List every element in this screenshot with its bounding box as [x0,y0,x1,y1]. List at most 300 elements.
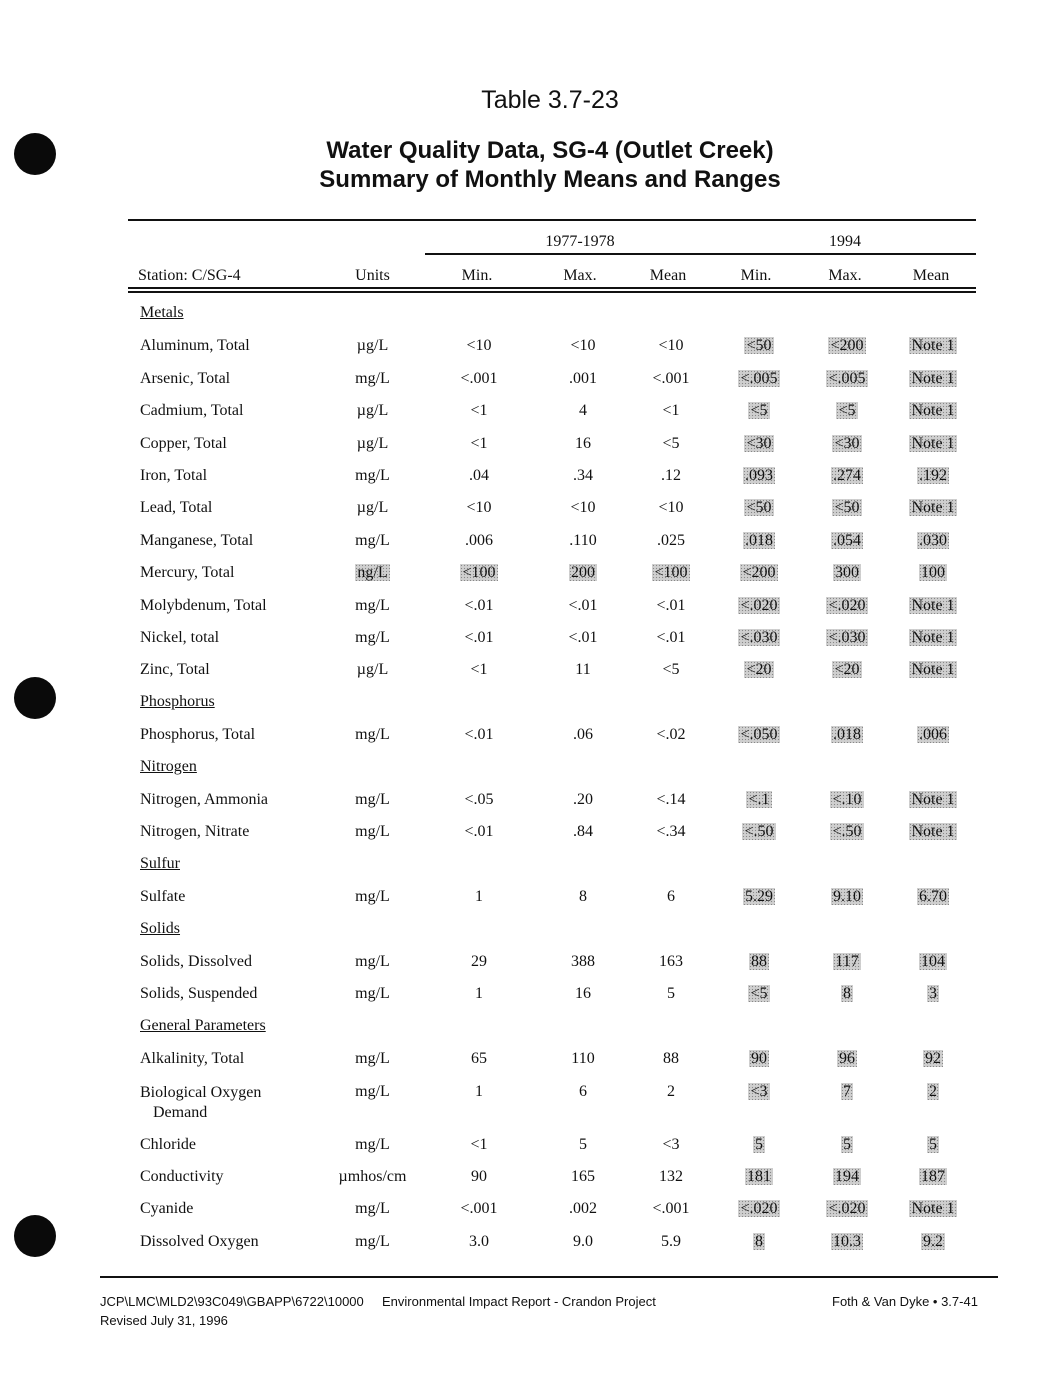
parameter-label: Lead, Total [140,499,213,517]
max-1977-cell [533,629,633,647]
max-1977-cell [533,1168,633,1186]
mean-1994-value: Note 1 [911,823,955,841]
max-1977-cell [533,499,633,517]
mean-1994-cell [883,823,983,841]
max-1977-cell [533,661,633,679]
mean-1977-value: .025 [657,531,685,549]
mean-1994-value: 187 [921,1168,945,1185]
min-1994-value: <5 [750,985,768,1003]
header-double-rule-1 [128,287,976,289]
parameter-name [140,985,257,1003]
min-1977-cell [429,888,529,906]
mean-1977-value: .12 [661,467,681,484]
footer-path: JCP\LMC\MLD2\93C049\GBAPP\6722\10000 [100,1294,364,1309]
mean-1994-cell [883,1083,983,1101]
units-value: ng/L [357,564,388,582]
mean-1994-value: 6.70 [919,888,947,906]
max-1994-cell [797,823,897,841]
units-cell [330,597,415,615]
min-1994-cell [709,726,809,744]
mean-1977-cell [621,532,721,550]
min-1994-cell [709,1136,809,1154]
min-1994-cell [709,1168,809,1186]
mean-1994-cell [883,1233,983,1251]
mean-1977-value: <5 [662,434,680,452]
min-1977-cell [429,726,529,744]
parameter-name [140,467,207,485]
units-value: mg/L [355,369,390,387]
units-value: mg/L [355,596,390,614]
min-1994-cell [709,985,809,1003]
mean-1994-value: 3 [929,985,937,1003]
units-value: mg/L [355,1050,390,1068]
parameter-name [140,499,212,517]
min-1994-cell [709,370,809,388]
max-1994-cell [797,564,897,582]
max-1994-value: 96 [839,1050,855,1068]
min-1994-value: <.020 [740,596,778,614]
max-1977-cell [533,1136,633,1154]
parameter-label: Biological Oxygen [140,1083,262,1101]
mean-1994-cell [883,791,983,809]
table-row [0,985,1058,1009]
mean-1977-value: 163 [659,953,683,970]
min-1994-cell [709,402,809,420]
parameter-name [140,532,253,550]
parameter-label: Solids, Dissolved [140,953,253,970]
max-1977-value: .20 [573,791,593,808]
units-value: mg/L [355,791,390,808]
max-1994-value: 10.3 [833,1232,861,1250]
table-row [0,597,1058,621]
min-1994-cell [709,597,809,615]
mean-1977-cell [621,888,721,906]
mean-1977-cell [621,370,721,388]
min-1977-cell [429,1200,529,1218]
min-1994-cell [709,953,809,971]
min-1977-value: <.01 [464,596,494,614]
mean-1994-value: 9.2 [923,1232,943,1250]
parameter-label-continued: Demand [153,1103,208,1121]
mean-1977-value: <.01 [656,629,686,646]
min-1994-value: <.50 [744,823,774,841]
min-1977-cell [429,629,529,647]
mean-1994-cell [883,888,983,906]
mean-1977-cell [621,1233,721,1251]
mean-1994-cell [883,953,983,971]
mean-1994-cell [883,337,983,355]
min-1994-cell [709,1200,809,1218]
mean-1994-cell [883,629,983,647]
max-1994-cell [797,370,897,388]
min-1977-value: <.05 [464,791,494,808]
parameter-name [140,791,268,809]
section-header: Metals [140,304,184,321]
table-row [0,1200,1058,1224]
units-cell [330,370,415,388]
table-row [0,1168,1058,1192]
parameter-name [140,1233,259,1251]
mean-1977-header: Mean [649,267,687,284]
footer-report: Environmental Impact Report - Crandon Project [382,1294,656,1309]
min-1994-cell [709,1233,809,1251]
max-1977-value: 110 [571,1050,595,1068]
min-1977-value: <.001 [460,369,498,387]
mean-1994-cell [883,435,983,453]
mean-1977-cell [621,402,721,420]
parameter-label: Solids, Suspended [140,985,258,1003]
max-1977-value: 16 [575,434,591,452]
mean-1977-cell [621,1050,721,1068]
mean-1994-value: Note 1 [911,499,955,517]
mean-1977-cell [621,499,721,517]
max-1977-cell [533,532,633,550]
max-1977-value: 200 [571,564,595,582]
table-row [0,823,1058,847]
table-row [0,791,1058,815]
units-cell [330,435,415,453]
table-row [0,726,1058,750]
max-1977-cell [533,1200,633,1218]
max-1994-cell [797,337,897,355]
units-cell [330,499,415,517]
table-row [0,1233,1058,1257]
min-1977-value: 1 [475,1082,483,1100]
period-1994-header: 1994 [829,233,861,250]
min-1977-cell [429,1050,529,1068]
min-1994-value: <200 [742,564,776,582]
units-value: mg/L [355,823,390,841]
min-1977-value: <10 [466,499,492,517]
mean-1977-cell [621,467,721,485]
parameter-name [140,1083,261,1123]
table-row [0,499,1058,523]
min-1977-value: <.01 [464,726,494,744]
period-1977-1978-header: 1977-1978 [545,233,615,250]
table-title: Water Quality Data, SG-4 (Outlet Creek) [326,137,774,164]
parameter-name [140,597,267,615]
max-1994-value: <.005 [828,369,866,387]
min-1994-cell [709,467,809,485]
min-1994-value: .018 [745,531,773,549]
units-cell [330,564,415,582]
min-1994-value: 90 [751,1050,767,1068]
max-1994-value: 7 [843,1082,851,1100]
min-1994-header: Min. [740,267,772,284]
units-value: mg/L [355,629,390,646]
min-1977-cell [429,1168,529,1186]
parameter-label: Arsenic, Total [140,369,231,387]
mean-1994-value: Note 1 [911,434,955,452]
min-1977-value: <1 [470,434,488,452]
min-1977-header: Min. [461,267,493,284]
min-1994-cell [709,791,809,809]
units-cell [330,661,415,679]
max-1994-cell [797,1168,897,1186]
min-1994-value: 88 [751,953,767,970]
max-1977-cell [533,1233,633,1251]
mean-1977-value: <10 [658,337,684,355]
section-header: Solids [140,919,181,937]
table-row [0,532,1058,556]
section-header: Nitrogen [140,757,197,775]
mean-1977-cell [621,985,721,1003]
parameter-name [140,823,249,841]
max-1977-cell [533,402,633,420]
mean-1977-value: 5.9 [661,1232,681,1250]
min-1994-value: <20 [746,661,772,679]
max-1994-cell [797,499,897,517]
mean-1994-cell [883,1200,983,1218]
parameter-label: Cyanide [140,1200,194,1218]
parameter-name [140,1050,244,1068]
mean-1977-value: <10 [658,499,684,517]
min-1977-cell [429,370,529,388]
max-1994-value: <.030 [828,629,866,646]
units-cell [330,1233,415,1251]
mean-1994-value: Note 1 [911,596,955,614]
parameter-name [140,370,230,388]
max-1977-value: 5 [579,1135,587,1153]
parameter-name [140,435,227,453]
units-cell [330,985,415,1003]
units-value: mg/L [355,1135,390,1153]
units-cell [330,888,415,906]
min-1994-value: .093 [745,467,773,484]
min-1977-value: <1 [470,402,488,420]
min-1977-value: 90 [471,1168,487,1185]
min-1977-cell [429,467,529,485]
mean-1977-value: <.02 [656,726,686,744]
max-1977-cell [533,467,633,485]
parameter-label: Nitrogen, Nitrate [140,823,250,841]
min-1977-value: 29 [471,953,487,970]
parameter-label: Conductivity [140,1168,224,1185]
mean-1977-cell [621,597,721,615]
max-1994-cell [797,661,897,679]
parameter-name [140,726,255,744]
max-1994-cell [797,402,897,420]
min-1977-cell [429,1233,529,1251]
units-value: µg/L [356,402,389,420]
max-1977-value: 11 [575,661,591,679]
table-row [0,370,1058,394]
section-header: Sulfur [140,854,180,872]
mean-1994-cell [883,985,983,1003]
max-1977-header: Max. [563,267,597,284]
max-1994-value: .018 [833,726,861,744]
mean-1994-cell [883,499,983,517]
table-row [0,1082,1058,1121]
parameter-name [140,953,252,971]
max-1977-cell [533,597,633,615]
max-1994-value: <.020 [828,1200,866,1218]
mean-1977-value: 2 [667,1082,675,1100]
parameter-label: Mercury, Total [140,564,235,582]
max-1977-value: 8 [579,888,587,906]
mean-1977-value: <.01 [656,596,686,614]
mean-1994-header: Mean [912,267,950,284]
mean-1994-cell [883,1136,983,1154]
mean-1994-value: Note 1 [911,402,955,420]
max-1994-cell [797,953,897,971]
table-row [0,435,1058,459]
section-header: Phosphorus [140,692,215,710]
parameter-name [140,1200,193,1218]
max-1994-cell [797,888,897,906]
mean-1994-value: 92 [925,1050,941,1068]
mean-1977-value: 88 [663,1050,679,1068]
mean-1994-value: .030 [919,531,947,549]
parameter-label: Iron, Total [140,467,208,484]
mean-1994-cell [883,370,983,388]
max-1994-cell [797,1050,897,1068]
min-1977-cell [429,597,529,615]
min-1994-value: <3 [750,1082,768,1100]
units-value: µg/L [356,499,389,517]
footer-revised: Revised July 31, 1996 [100,1313,228,1328]
max-1994-value: .054 [833,531,861,549]
parameter-label: Dissolved Oxygen [140,1232,259,1250]
parameter-label: Cadmium, Total [140,402,244,420]
units-cell [330,1083,415,1101]
max-1994-value: <.10 [832,791,862,808]
max-1977-value: <.01 [568,596,598,614]
mean-1994-cell [883,726,983,744]
table-row [0,629,1058,653]
min-1994-cell [709,337,809,355]
max-1994-value: <5 [838,402,856,420]
mean-1994-value: 104 [921,953,945,970]
mean-1994-cell [883,467,983,485]
max-1994-value: 194 [835,1168,859,1185]
units-cell [330,953,415,971]
max-1977-cell [533,337,633,355]
parameter-name [140,337,250,355]
min-1977-value: <1 [470,661,488,679]
min-1994-value: <.030 [740,629,778,646]
units-value: mg/L [355,467,390,484]
max-1977-cell [533,823,633,841]
min-1994-cell [709,499,809,517]
units-cell [330,402,415,420]
parameter-label: Alkalinity, Total [140,1050,245,1068]
min-1977-value: 1 [475,888,483,906]
min-1994-cell [709,1050,809,1068]
parameter-name [140,402,243,420]
parameter-label: Phosphorus, Total [140,726,256,744]
mean-1977-cell [621,564,721,582]
table-row [0,337,1058,361]
min-1977-cell [429,953,529,971]
max-1994-value: <30 [834,434,860,452]
table-row [0,953,1058,977]
min-1977-cell [429,402,529,420]
min-1994-value: <.020 [740,1200,778,1218]
min-1994-value: <50 [746,337,772,355]
max-1994-cell [797,467,897,485]
mean-1994-value: 100 [921,564,945,582]
max-1994-value: <50 [834,499,860,517]
units-cell [330,823,415,841]
mean-1977-cell [621,1083,721,1101]
min-1977-cell [429,337,529,355]
parameter-label: Copper, Total [140,434,227,452]
min-1977-value: <10 [466,337,492,355]
max-1994-value: .274 [833,467,861,484]
mean-1977-value: 5 [667,985,675,1003]
mean-1977-cell [621,337,721,355]
min-1977-cell [429,499,529,517]
mean-1977-cell [621,629,721,647]
footer-page: Foth & Van Dyke • 3.7-41 [832,1294,978,1309]
mean-1977-value: <.34 [656,823,686,841]
max-1977-value: .34 [573,467,593,484]
max-1994-value: <.50 [832,823,862,841]
max-1994-value: 9.10 [833,888,861,906]
mean-1994-cell [883,597,983,615]
max-1977-cell [533,370,633,388]
min-1977-value: 1 [475,985,483,1003]
mean-1977-value: 132 [659,1168,683,1185]
mean-1977-cell [621,823,721,841]
mean-1994-value: Note 1 [911,1200,955,1218]
units-cell [330,1136,415,1154]
units-cell [330,726,415,744]
min-1994-cell [709,435,809,453]
mean-1977-cell [621,1168,721,1186]
max-1977-value: .06 [573,726,593,744]
min-1994-cell [709,823,809,841]
parameter-name [140,661,210,679]
mean-1977-cell [621,1136,721,1154]
min-1994-cell [709,661,809,679]
min-1994-value: <5 [750,402,768,420]
min-1994-value: <.1 [748,791,770,808]
min-1977-value: 65 [471,1050,487,1068]
max-1977-cell [533,791,633,809]
min-1994-cell [709,532,809,550]
max-1994-value: 300 [835,564,859,582]
mean-1994-value: Note 1 [911,369,955,387]
table-row [0,661,1058,685]
max-1977-cell [533,985,633,1003]
mean-1977-value: <.001 [652,369,690,387]
mean-1994-value: Note 1 [911,661,955,679]
min-1994-cell [709,629,809,647]
units-cell [330,1050,415,1068]
units-value: mg/L [355,531,390,549]
max-1977-value: <10 [570,337,596,355]
section-header: General Parameters [140,1016,266,1034]
units-cell [330,1200,415,1218]
units-cell [330,467,415,485]
max-1994-cell [797,1200,897,1218]
station-header: Station: C/SG-4 [138,267,241,284]
min-1977-value: .006 [465,531,493,549]
mean-1977-cell [621,953,721,971]
min-1994-value: 8 [755,1232,763,1250]
units-value: mg/L [355,953,390,970]
table-number: Table 3.7-23 [481,86,619,114]
max-1994-cell [797,726,897,744]
mean-1977-cell [621,1200,721,1218]
min-1977-value: <.01 [464,629,494,646]
mean-1994-cell [883,564,983,582]
min-1977-cell [429,1136,529,1154]
units-value: µg/L [356,661,389,679]
mean-1977-value: <.001 [652,1200,690,1218]
